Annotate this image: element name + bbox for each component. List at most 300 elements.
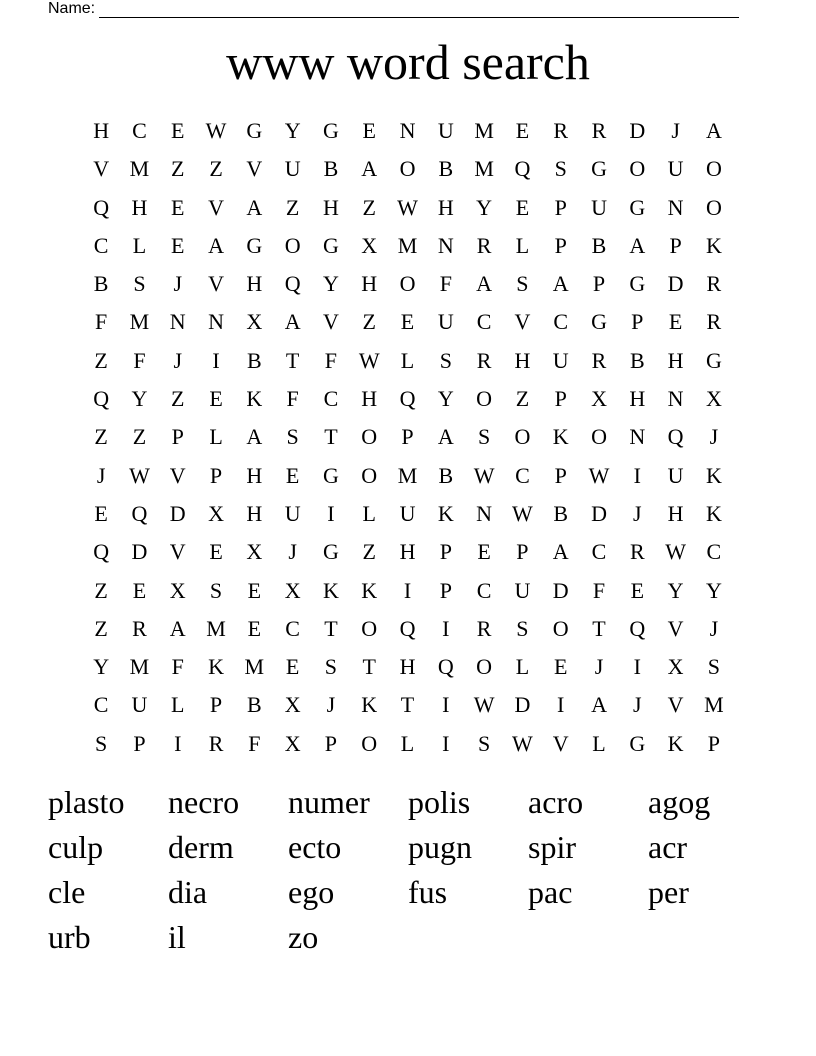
word-list-item: dia <box>168 874 208 910</box>
grid-cell: H <box>131 194 148 220</box>
grid-cell: K <box>361 692 378 718</box>
grid-cell: L <box>592 730 606 756</box>
grid-cell: V <box>169 462 186 488</box>
grid-cell: C <box>93 692 109 718</box>
grid-cell: C <box>591 539 607 565</box>
grid-cell: O <box>361 730 378 756</box>
grid-cell: G <box>322 462 339 488</box>
grid-cell: M <box>397 232 418 258</box>
grid-cell: B <box>438 156 454 182</box>
grid-cell: J <box>173 347 183 373</box>
grid-cell: N <box>629 424 646 450</box>
grid-cell: Y <box>284 118 301 143</box>
word-list-item: cle <box>48 874 86 910</box>
word-list-item: spir <box>528 829 576 865</box>
grid-cell: D <box>169 500 186 526</box>
grid-cell: H <box>667 500 684 526</box>
grid-cell: U <box>284 500 301 526</box>
word-list-item: urb <box>48 919 91 955</box>
grid-cell: X <box>208 500 224 526</box>
name-field <box>48 0 739 18</box>
word-list-item: culp <box>48 829 104 865</box>
grid-cell: C <box>553 309 569 335</box>
grid-cell: F <box>171 654 184 680</box>
grid-cell: Z <box>209 156 223 182</box>
grid-cell: C <box>476 577 492 603</box>
grid-cell: P <box>707 730 721 756</box>
grid-cell: Y <box>93 654 110 680</box>
grid-cell: R <box>476 615 492 641</box>
grid-cell: O <box>705 194 722 220</box>
grid-cell: L <box>171 692 185 718</box>
grid-cell: F <box>248 730 261 756</box>
grid-cell: S <box>516 271 529 297</box>
grid-cell: L <box>209 424 223 450</box>
grid-cell: E <box>400 309 415 335</box>
grid-cell: H <box>322 194 339 220</box>
grid-cell: J <box>96 462 106 488</box>
grid-cell: O <box>284 232 301 258</box>
grid-cell: B <box>93 271 109 297</box>
name-label: Name: <box>48 0 96 17</box>
grid-cell: J <box>709 424 719 450</box>
grid-cell: X <box>284 730 301 756</box>
word-list-item: numer <box>288 784 370 820</box>
grid-cell: P <box>171 424 184 450</box>
grid-cell: O <box>476 386 493 412</box>
grid-cell: J <box>633 692 642 718</box>
grid-cell: P <box>324 730 338 756</box>
grid-cell: E <box>94 500 108 526</box>
grid-cell: E <box>515 118 530 143</box>
grid-cell: R <box>208 730 224 756</box>
grid-cell: U <box>399 500 416 526</box>
grid-cell: R <box>629 539 645 565</box>
grid-cell: P <box>439 539 452 565</box>
grid-cell: C <box>285 615 300 641</box>
grid-cell: P <box>133 730 146 756</box>
grid-cell: C <box>323 386 339 412</box>
grid-cell: Y <box>437 386 454 412</box>
grid-cell: W <box>588 462 610 488</box>
grid-cell: G <box>322 232 339 258</box>
grid-cell: C <box>132 118 147 143</box>
grid-cell: O <box>399 156 416 182</box>
grid-cell: Q <box>284 271 301 297</box>
grid-cell: V <box>667 615 684 641</box>
grid-cell: O <box>552 615 569 641</box>
grid-cell: P <box>554 462 567 488</box>
grid-cell: K <box>437 500 454 526</box>
grid-cell: G <box>629 194 646 220</box>
grid-cell: U <box>667 156 684 182</box>
grid-cell: G <box>322 539 339 565</box>
grid-cell: M <box>129 156 150 182</box>
grid-cell: H <box>629 386 646 412</box>
grid-cell: S <box>477 730 491 756</box>
grid-cell: S <box>477 424 491 450</box>
grid-cell: S <box>516 615 529 641</box>
grid-cell: W <box>129 462 150 488</box>
grid-cell: H <box>514 347 531 373</box>
grid-cell: K <box>705 462 722 488</box>
grid-cell: L <box>515 232 530 258</box>
grid-cell: O <box>591 424 607 450</box>
grid-cell: T <box>362 654 376 680</box>
grid-cell: H <box>399 539 416 565</box>
grid-cell: K <box>552 424 569 450</box>
grid-cell: P <box>209 692 223 718</box>
grid-cell: H <box>246 271 263 297</box>
grid-cell: S <box>209 577 223 603</box>
grid-cell: P <box>631 309 644 335</box>
grid-cell: M <box>704 692 724 718</box>
page-title: www word search <box>226 34 590 90</box>
grid-cell: I <box>174 730 182 756</box>
grid-cell: U <box>437 309 454 335</box>
grid-cell: C <box>706 539 722 565</box>
grid-cell: M <box>397 462 418 488</box>
grid-cell: N <box>437 232 454 258</box>
grid-cell: E <box>362 118 376 143</box>
grid-cell: Q <box>93 386 110 412</box>
grid-cell: R <box>476 232 492 258</box>
grid-cell: W <box>512 730 533 756</box>
grid-cell: Z <box>171 386 185 412</box>
grid-cell: V <box>322 309 339 335</box>
grid-cell: Z <box>362 539 376 565</box>
grid-cell: E <box>247 577 262 603</box>
grid-cell: F <box>95 309 108 335</box>
word-list-item: pac <box>528 874 573 910</box>
grid-cell: G <box>629 271 646 297</box>
grid-cell: F <box>324 347 338 373</box>
grid-cell: S <box>554 156 567 182</box>
grid-cell: X <box>169 577 186 603</box>
grid-cell: K <box>705 232 722 258</box>
grid-cell: X <box>284 692 301 718</box>
grid-cell: F <box>133 347 146 373</box>
grid-cell: H <box>93 118 110 143</box>
grid-cell: C <box>515 462 530 488</box>
grid-cell: B <box>553 500 569 526</box>
grid-cell: E <box>171 194 185 220</box>
grid-cell: U <box>131 692 148 718</box>
grid-cell: P <box>439 577 452 603</box>
grid-cell: Z <box>94 615 108 641</box>
grid-cell: O <box>361 462 378 488</box>
grid-cell: L <box>400 347 415 373</box>
grid-cell: F <box>439 271 452 297</box>
grid-cell: E <box>247 615 262 641</box>
grid-cell: I <box>327 500 335 526</box>
grid-cell: O <box>399 271 416 297</box>
grid-cell: M <box>129 654 150 680</box>
grid-cell: M <box>206 615 226 641</box>
grid-cell: N <box>476 500 493 526</box>
grid-cell: Z <box>132 424 147 450</box>
word-list-item: derm <box>168 829 234 865</box>
grid-cell: N <box>208 309 224 335</box>
grid-cell: A <box>361 156 378 182</box>
word-list-item: agog <box>648 784 711 820</box>
grid-cell: N <box>667 386 684 412</box>
grid-cell: I <box>212 347 220 373</box>
grid-cell: S <box>133 271 146 297</box>
grid-cell: H <box>437 194 454 220</box>
grid-cell: S <box>324 654 338 680</box>
grid-cell: A <box>552 271 569 297</box>
grid-cell: A <box>476 271 493 297</box>
grid-cell: P <box>516 539 529 565</box>
grid-cell: R <box>591 118 607 143</box>
grid-cell: M <box>474 118 494 143</box>
grid-cell: T <box>592 615 606 641</box>
grid-cell: J <box>671 118 680 143</box>
grid-cell: X <box>361 232 378 258</box>
grid-cell: O <box>629 156 646 182</box>
grid-cell: E <box>630 577 645 603</box>
grid-cell: L <box>362 500 376 526</box>
grid-cell: P <box>209 462 223 488</box>
grid-cell: N <box>399 118 416 143</box>
grid-cell: K <box>246 386 263 412</box>
grid-cell: V <box>667 692 684 718</box>
grid-cell: O <box>361 424 378 450</box>
grid-cell: E <box>132 577 147 603</box>
grid-cell: Z <box>362 309 376 335</box>
grid-cell: L <box>132 232 147 258</box>
grid-cell: W <box>205 118 227 143</box>
grid-cell: I <box>633 654 641 680</box>
grid-cell: V <box>246 156 263 182</box>
grid-cell: G <box>322 118 339 143</box>
grid-cell: P <box>554 386 567 412</box>
grid-cell: D <box>552 577 569 603</box>
grid-cell: H <box>361 386 378 412</box>
grid-cell: S <box>439 347 452 373</box>
grid-cell: J <box>709 615 719 641</box>
grid-cell: B <box>246 347 262 373</box>
grid-cell: D <box>131 539 148 565</box>
word-list-item: il <box>168 919 186 955</box>
grid-cell: P <box>592 271 606 297</box>
grid-cell: O <box>361 615 378 641</box>
grid-cell: P <box>401 424 414 450</box>
grid-cell: R <box>132 615 147 641</box>
word-list <box>48 780 768 960</box>
grid-cell: P <box>554 232 567 258</box>
grid-cell: S <box>95 730 108 756</box>
grid-cell: T <box>400 692 415 718</box>
word-list-item: necro <box>168 784 240 820</box>
grid-cell: R <box>553 118 569 143</box>
grid-cell: K <box>667 730 684 756</box>
grid-cell: D <box>591 500 607 526</box>
grid-cell: E <box>515 194 530 220</box>
grid-cell: E <box>285 462 300 488</box>
grid-cell: G <box>591 309 607 335</box>
grid-cell: R <box>706 271 722 297</box>
grid-cell: I <box>403 577 412 603</box>
grid-cell: G <box>246 118 263 143</box>
grid-cell: Z <box>94 347 108 373</box>
grid-cell: A <box>246 194 263 220</box>
grid-cell: Q <box>131 500 148 526</box>
grid-cell: Q <box>399 386 416 412</box>
grid-cell: R <box>476 347 492 373</box>
grid-cell: F <box>592 577 606 603</box>
grid-cell: E <box>668 309 683 335</box>
grid-cell: B <box>323 156 339 182</box>
grid-cell: A <box>284 309 301 335</box>
grid-cell: Q <box>514 156 531 182</box>
grid-cell: D <box>629 118 646 143</box>
grid-cell: I <box>557 692 565 718</box>
grid-cell: U <box>284 156 301 182</box>
grid-cell: W <box>473 692 495 718</box>
grid-cell: J <box>594 654 604 680</box>
grid-cell: Z <box>94 577 108 603</box>
grid-cell: W <box>397 194 418 220</box>
grid-cell: U <box>437 118 454 143</box>
grid-cell: B <box>246 692 262 718</box>
grid-cell: W <box>512 500 533 526</box>
grid-cell: H <box>399 654 416 680</box>
grid-cell: X <box>246 309 263 335</box>
grid-cell: X <box>284 577 301 603</box>
word-list-item: ecto <box>288 829 342 865</box>
letter-grid <box>82 112 733 763</box>
grid-cell: Q <box>629 615 646 641</box>
grid-cell: H <box>361 271 378 297</box>
word-list-item: pugn <box>408 829 472 865</box>
grid-cell: V <box>514 309 531 335</box>
name-underline <box>99 2 739 18</box>
grid-cell: E <box>171 232 185 258</box>
grid-cell: U <box>514 577 531 603</box>
grid-cell: V <box>208 194 224 220</box>
grid-cell: G <box>705 347 722 373</box>
grid-cell: N <box>667 194 684 220</box>
grid-cell: H <box>246 500 263 526</box>
grid-cell: E <box>285 654 300 680</box>
grid-cell: Q <box>667 424 684 450</box>
grid-cell: G <box>629 730 646 756</box>
grid-cell: Z <box>171 156 185 182</box>
grid-cell: I <box>633 462 641 488</box>
grid-cell: E <box>553 654 568 680</box>
grid-cell: H <box>667 347 684 373</box>
word-list-item: plasto <box>48 784 125 820</box>
grid-cell: D <box>514 692 531 718</box>
grid-cell: J <box>288 539 297 565</box>
word-list-item: ego <box>288 874 335 910</box>
grid-cell: C <box>476 309 492 335</box>
grid-cell: X <box>705 386 722 412</box>
word-list-item: acro <box>528 784 584 820</box>
grid-cell: T <box>285 347 300 373</box>
grid-cell: J <box>326 692 336 718</box>
grid-cell: P <box>554 194 567 220</box>
grid-cell: K <box>208 654 224 680</box>
grid-cell: V <box>169 539 186 565</box>
grid-cell: V <box>93 156 110 182</box>
grid-cell: Z <box>285 194 300 220</box>
grid-cell: Q <box>93 539 110 565</box>
grid-cell: O <box>476 654 493 680</box>
grid-cell: Q <box>437 654 454 680</box>
grid-cell: E <box>477 539 491 565</box>
word-list-item: polis <box>408 784 471 820</box>
grid-cell: J <box>633 500 642 526</box>
word-list-item: fus <box>408 874 448 910</box>
grid-cell: M <box>474 156 494 182</box>
grid-cell: Y <box>667 577 684 603</box>
grid-cell: O <box>705 156 722 182</box>
grid-cell: J <box>173 271 183 297</box>
grid-cell: A <box>705 118 722 143</box>
grid-cell: M <box>129 309 150 335</box>
grid-cell: A <box>246 424 263 450</box>
grid-cell: I <box>442 692 450 718</box>
grid-cell: U <box>552 347 569 373</box>
grid-cell: V <box>552 730 569 756</box>
grid-cell: Y <box>476 194 493 220</box>
grid-cell: X <box>667 654 684 680</box>
grid-cell: L <box>515 654 530 680</box>
word-list-item: acr <box>648 829 688 865</box>
grid-cell: F <box>286 386 299 412</box>
grid-cell: X <box>246 539 263 565</box>
grid-cell: R <box>706 309 722 335</box>
grid-cell: T <box>324 424 338 450</box>
grid-cell: G <box>246 232 263 258</box>
grid-cell: A <box>591 692 607 718</box>
grid-cell: E <box>171 118 185 143</box>
grid-cell: L <box>400 730 415 756</box>
grid-cell: Y <box>322 271 339 297</box>
grid-cell: V <box>208 271 224 297</box>
grid-cell: U <box>591 194 607 220</box>
grid-cell: X <box>591 386 607 412</box>
grid-cell: A <box>552 539 569 565</box>
grid-cell: T <box>324 615 338 641</box>
grid-cell: U <box>667 462 684 488</box>
grid-cell: S <box>707 654 721 680</box>
grid-cell: Z <box>515 386 530 412</box>
grid-cell: D <box>667 271 684 297</box>
grid-cell: Q <box>399 615 416 641</box>
grid-cell: I <box>442 730 450 756</box>
grid-cell: H <box>246 462 263 488</box>
grid-cell: Y <box>705 577 722 603</box>
grid-cell: A <box>437 424 454 450</box>
word-list-item: zo <box>288 919 319 955</box>
grid-cell: B <box>438 462 454 488</box>
grid-cell: K <box>705 500 722 526</box>
grid-cell: Z <box>94 424 108 450</box>
grid-cell: R <box>591 347 607 373</box>
grid-cell: M <box>244 654 265 680</box>
grid-cell: S <box>286 424 299 450</box>
grid-cell: A <box>169 615 186 641</box>
word-list-item: per <box>648 874 689 910</box>
grid-cell: A <box>629 232 646 258</box>
grid-cell: G <box>591 156 607 182</box>
grid-cell: Q <box>93 194 110 220</box>
grid-cell: N <box>169 309 186 335</box>
